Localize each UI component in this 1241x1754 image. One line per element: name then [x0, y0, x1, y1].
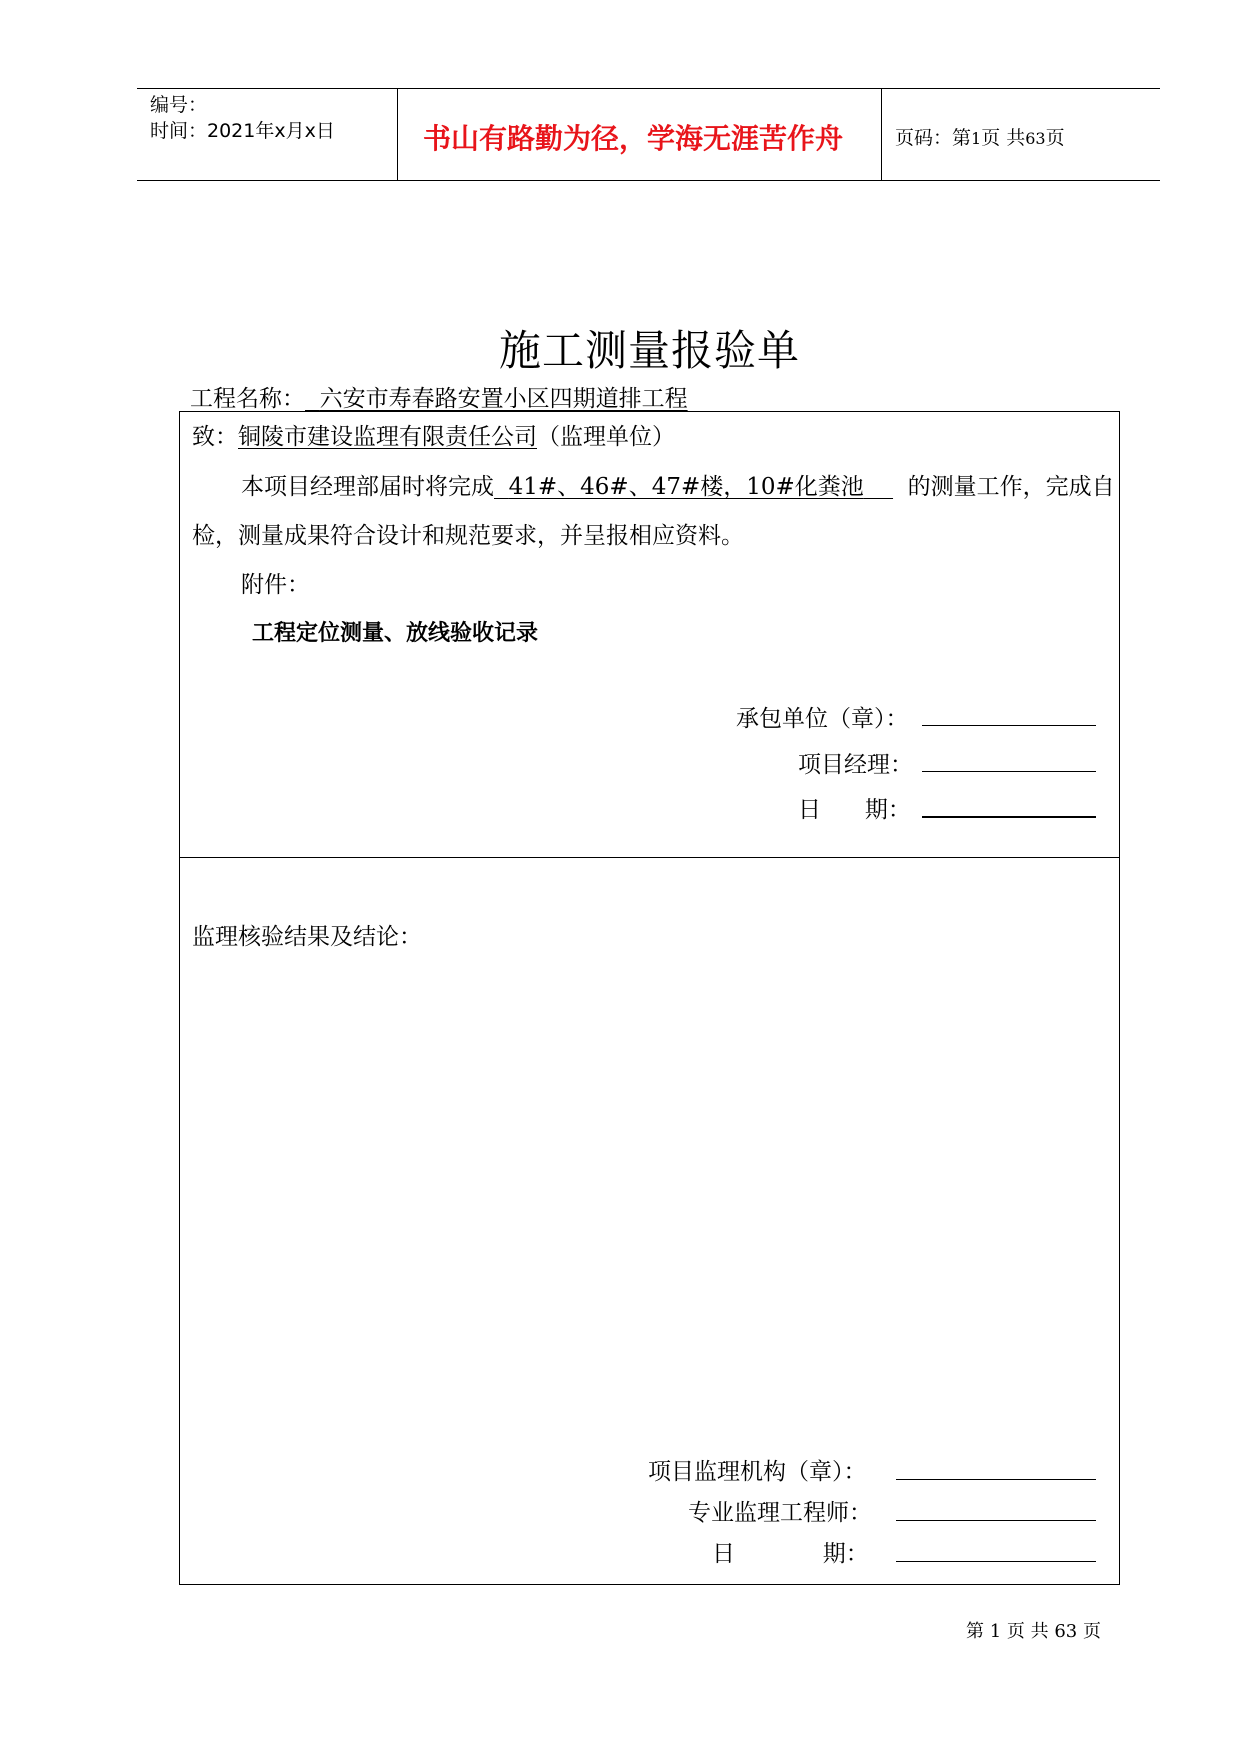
supervising-engineer-label: 专业监理工程师：	[688, 1500, 872, 1526]
supervision-date-line	[896, 1561, 1096, 1562]
header-bottom-rule	[137, 180, 1160, 181]
body-line-2: 检，测量成果符合设计和规范要求，并呈报相应资料。	[192, 523, 744, 549]
page-code-total: 63	[1025, 129, 1046, 148]
addressee-suffix: （监理单位）	[537, 424, 675, 450]
addressee-row	[192, 418, 675, 451]
addressee-prefix: 致：	[192, 424, 238, 450]
number-label: 编号：	[150, 94, 208, 116]
header-top-rule	[137, 88, 1160, 89]
supervision-org-signature-line	[896, 1479, 1096, 1480]
supervision-date-label: 日 期：	[712, 1541, 869, 1567]
header-divider-right	[881, 88, 882, 180]
conclusion-label: 监理核验结果及结论：	[192, 924, 422, 950]
body-line1-prefix: 本项目经理部届时将完成	[241, 474, 494, 500]
page-code	[895, 123, 1065, 150]
addressee-name: 铜陵市建设监理有限责任公司	[238, 424, 537, 450]
body-line-1	[241, 468, 1115, 501]
header-divider-left	[397, 88, 398, 180]
body-line1-suffix: 的测量工作，完成自	[907, 474, 1115, 500]
page-code-prefix: 页码：第	[895, 127, 972, 149]
project-row	[190, 380, 688, 413]
motto: 书山有路勤为径，学海无涯苦作舟	[423, 122, 844, 155]
time-label: 时间：2021年x月x日	[150, 120, 335, 142]
attachment-item: 工程定位测量、放线验收记录	[252, 621, 539, 646]
project-label: 工程名称：	[190, 386, 305, 412]
project-name: 六安市寿春路安置小区四期道排工程	[319, 386, 688, 412]
page-title: 施工测量报验单	[499, 326, 801, 375]
page-code-mid: 页 共	[981, 127, 1026, 149]
contractor-unit-signature-line	[922, 725, 1096, 726]
supervision-org-label: 项目监理机构（章）：	[648, 1459, 867, 1485]
attachment-label: 附件：	[241, 572, 310, 598]
project-manager-label: 项目经理：	[798, 752, 913, 778]
project-manager-signature-line	[922, 771, 1096, 772]
contractor-date-label: 日 期：	[798, 797, 911, 823]
contractor-unit-label: 承包单位（章）：	[736, 706, 909, 732]
contractor-date-line	[922, 816, 1096, 818]
supervising-engineer-signature-line	[896, 1520, 1096, 1521]
footer-page-number: 第 1 页 共 63 页	[966, 1621, 1101, 1642]
page-code-suffix: 页	[1045, 127, 1065, 149]
work-items: 41#、46#、47#楼，10#化粪池	[508, 474, 864, 500]
page-code-current: 1	[971, 129, 982, 148]
